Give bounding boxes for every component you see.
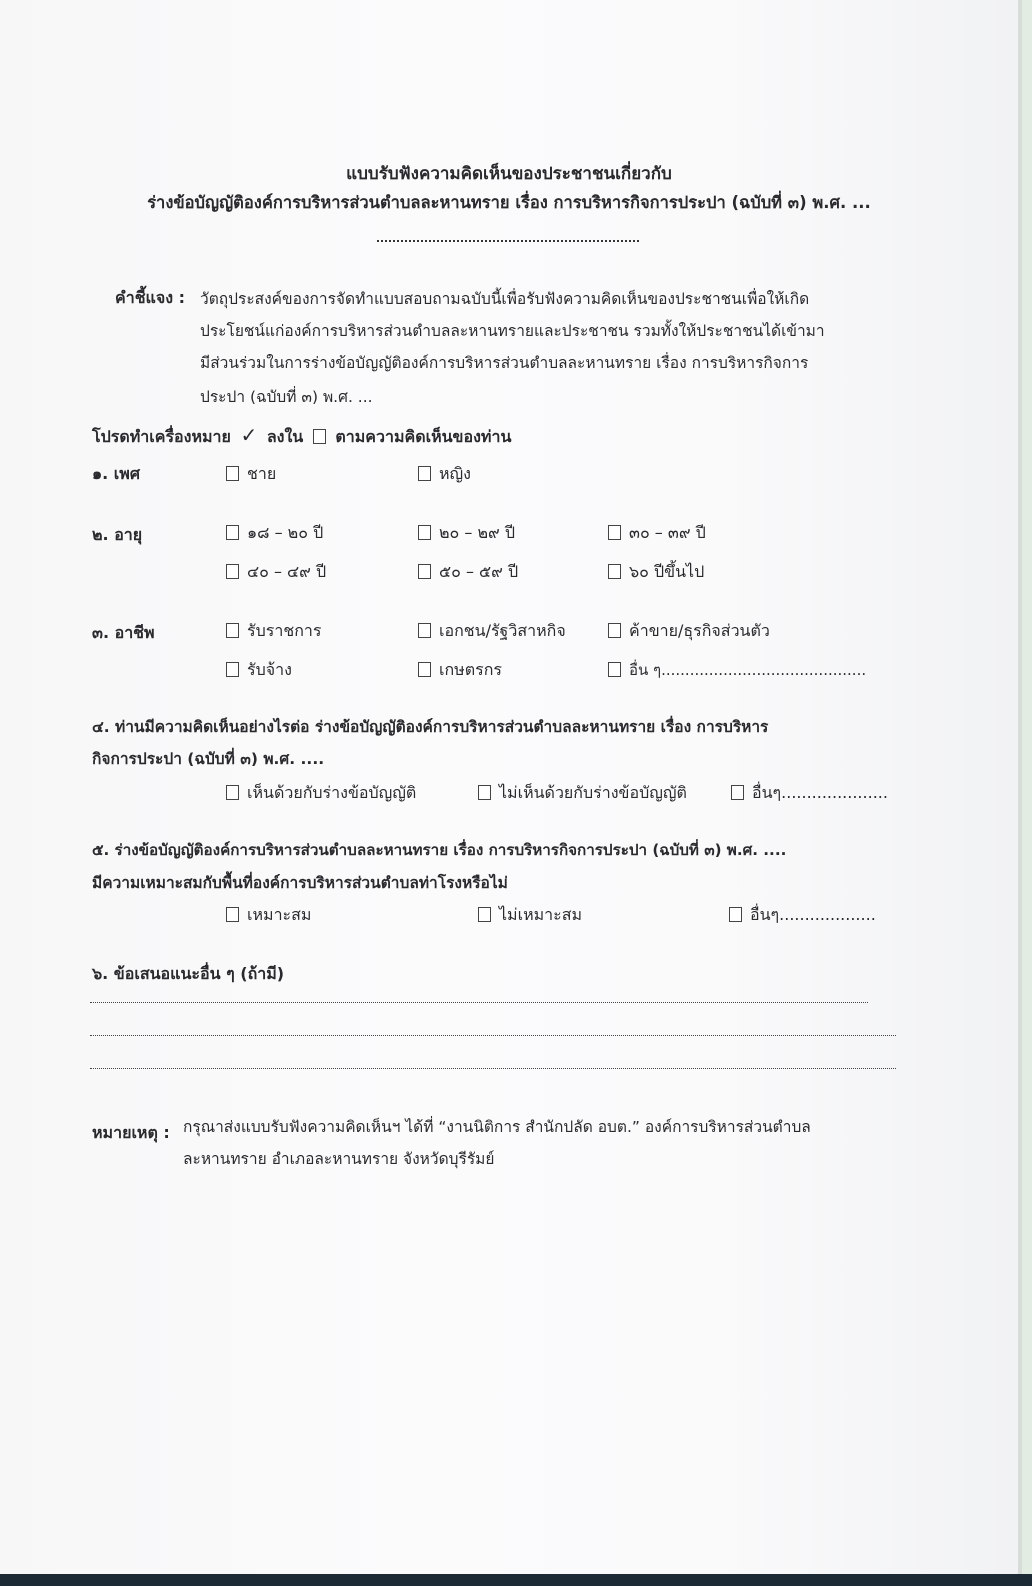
checkbox[interactable] [418,662,431,677]
checkbox[interactable] [226,662,239,677]
suggestion-line-1[interactable] [90,1002,868,1003]
q3-option-5[interactable] [418,658,502,683]
q2-option-2[interactable] [418,521,515,546]
option-label: เกษตรกร [439,660,502,679]
checkbox[interactable] [226,623,239,638]
q3-option-2[interactable] [418,619,566,644]
option-label: ไม่เห็นด้วยกับร่างข้อบัญญัติ [499,783,687,802]
q3-option-1[interactable] [226,619,321,644]
option-label: ๒๐ – ๒๙ ปี [439,523,515,542]
q2-label: ๒. อายุ [92,525,143,544]
option-label: เอกชน/รัฐวิสาหกิจ [439,621,566,640]
q2-option-1[interactable] [226,521,323,546]
table-edge [0,1574,1032,1586]
prompt-text-2: ลงใน [266,427,304,446]
prompt-text-1: โปรดทำเครื่องหมาย [92,427,231,446]
checkbox[interactable] [608,662,621,677]
checkbox[interactable] [418,564,431,579]
checkbox[interactable] [418,466,431,481]
checkbox[interactable] [731,785,744,800]
suggestion-line-2[interactable] [90,1035,896,1036]
q2-option-5[interactable] [418,560,518,585]
q3-option-4[interactable] [226,658,292,683]
option-label: รับจ้าง [247,660,292,679]
form-title-line1: แบบรับฟังความคิดเห็นของประชาชนเกี่ยวกับ [346,164,672,184]
suggestion-line-3[interactable] [90,1068,896,1069]
checkbox[interactable] [226,907,239,922]
instructions-label: คำชี้แจง : [115,288,186,307]
checkbox[interactable] [729,907,742,922]
option-label: ๖๐ ปีขึ้นไป [629,562,705,581]
title-dotted-underline [377,240,639,242]
note-line-2: ละหานทราย อำเภอละหานทราย จังหวัดบุรีรัมย์ [183,1150,495,1168]
option-label: ๕๐ – ๕๙ ปี [439,562,519,581]
instructions-line-1: วัตถุประสงค์ของการจัดทำแบบสอบถามฉบับนี้เพื่อรับฟังความคิดเห็นของประชาชนเพื่อให้เกิด [200,290,810,308]
note-line-1: กรุณาส่งแบบรับฟังความคิดเห็นฯ ได้ที่ “งานนิติการ สำนักปลัด อบต.” องค์การบริหารส่วนตำบล [183,1118,811,1136]
instructions-line-3: มีส่วนร่วมในการร่างข้อบัญญัติองค์การบริหารส่วนตำบลละหานทราย เรื่อง การบริหารกิจการ [200,354,809,372]
q1-option-male[interactable] [226,462,276,487]
option-label: หญิง [439,464,471,483]
instructions-line-4: ประปา (ฉบับที่ ๓) พ.ศ. ... [200,388,373,406]
marking-prompt [92,423,511,450]
q5-question-line1: ๕. ร่างข้อบัญญัติองค์การบริหารส่วนตำบลละหานทราย เรื่อง การบริหารกิจการประปา (ฉบับที่ ๓) พ.ศ. .... [92,841,787,859]
q6-label: ๖. ข้อเสนอแนะอื่น ๆ (ถ้ามี) [92,964,285,983]
checkbox[interactable] [226,785,239,800]
option-label: อื่นๆ..................... [752,783,888,802]
checkbox[interactable] [608,623,621,638]
option-label: ๓๐ – ๓๙ ปี [629,523,706,542]
checkbox[interactable] [608,525,621,540]
q4-option-agree[interactable] [226,781,416,806]
q5-question-line2: มีความเหมาะสมกับพื้นที่องค์การบริหารส่วนตำบลท่าโรงหรือไม่ [92,874,508,892]
q5-option-suitable[interactable] [226,903,311,928]
checkbox[interactable] [608,564,621,579]
q4-option-other[interactable] [731,781,888,806]
option-label: เหมาะสม [247,905,312,924]
option-label: อื่นๆ................... [750,905,876,924]
q5-option-other[interactable] [729,903,876,928]
q3-option-6[interactable] [608,658,866,682]
q2-option-3[interactable] [608,521,706,546]
q3-label: ๓. อาชีพ [92,623,155,642]
checkbox[interactable] [226,525,239,540]
q2-option-6[interactable] [608,560,704,585]
background-edge [1018,0,1032,1586]
option-label: รับราชการ [247,621,322,640]
q4-question-line1: ๔. ท่านมีความคิดเห็นอย่างไรต่อ ร่างข้อบัญญัติองค์การบริหารส่วนตำบลละหานทราย เรื่อง การบริหาร [92,718,769,736]
option-label: อื่น ๆ........................................... [629,661,867,679]
checkbox[interactable] [418,525,431,540]
checkbox-example-icon [313,429,326,444]
option-label: ๑๘ – ๒๐ ปี [247,523,324,542]
instructions-line-2: ประโยชน์แก่องค์การบริหารส่วนตำบลละหานทรายและประชาชน รวมทั้งให้ประชาชนได้เข้ามา [200,322,825,340]
q3-option-3[interactable] [608,619,770,644]
option-label: ไม่เหมาะสม [499,905,583,924]
form-title-line2: ร่างข้อบัญญัติองค์การบริหารส่วนตำบลละหานทราย เรื่อง การบริหารกิจการประปา (ฉบับที่ ๓) พ.ศ. ... [147,193,871,212]
note-label: หมายเหตุ : [92,1123,170,1142]
option-label: ชาย [247,464,277,483]
q1-label: ๑. เพศ [92,464,140,483]
option-label: เห็นด้วยกับร่างข้อบัญญัติ [247,783,417,802]
q4-question-line2: กิจการประปา (ฉบับที่ ๓) พ.ศ. .... [92,750,325,768]
q1-option-female[interactable] [418,462,471,487]
q2-option-4[interactable] [226,560,326,585]
checkbox[interactable] [418,623,431,638]
checkbox[interactable] [226,466,239,481]
q5-option-not-suitable[interactable] [478,903,582,928]
checkbox[interactable] [478,785,491,800]
checkmark-icon: ✓ [240,423,258,447]
checkbox[interactable] [478,907,491,922]
q4-option-disagree[interactable] [478,781,687,806]
prompt-text-3: ตามความคิดเห็นของท่าน [335,427,512,446]
option-label: ๔๐ – ๔๙ ปี [247,562,327,581]
option-label: ค้าขาย/ธุรกิจส่วนตัว [629,621,770,640]
checkbox[interactable] [226,564,239,579]
